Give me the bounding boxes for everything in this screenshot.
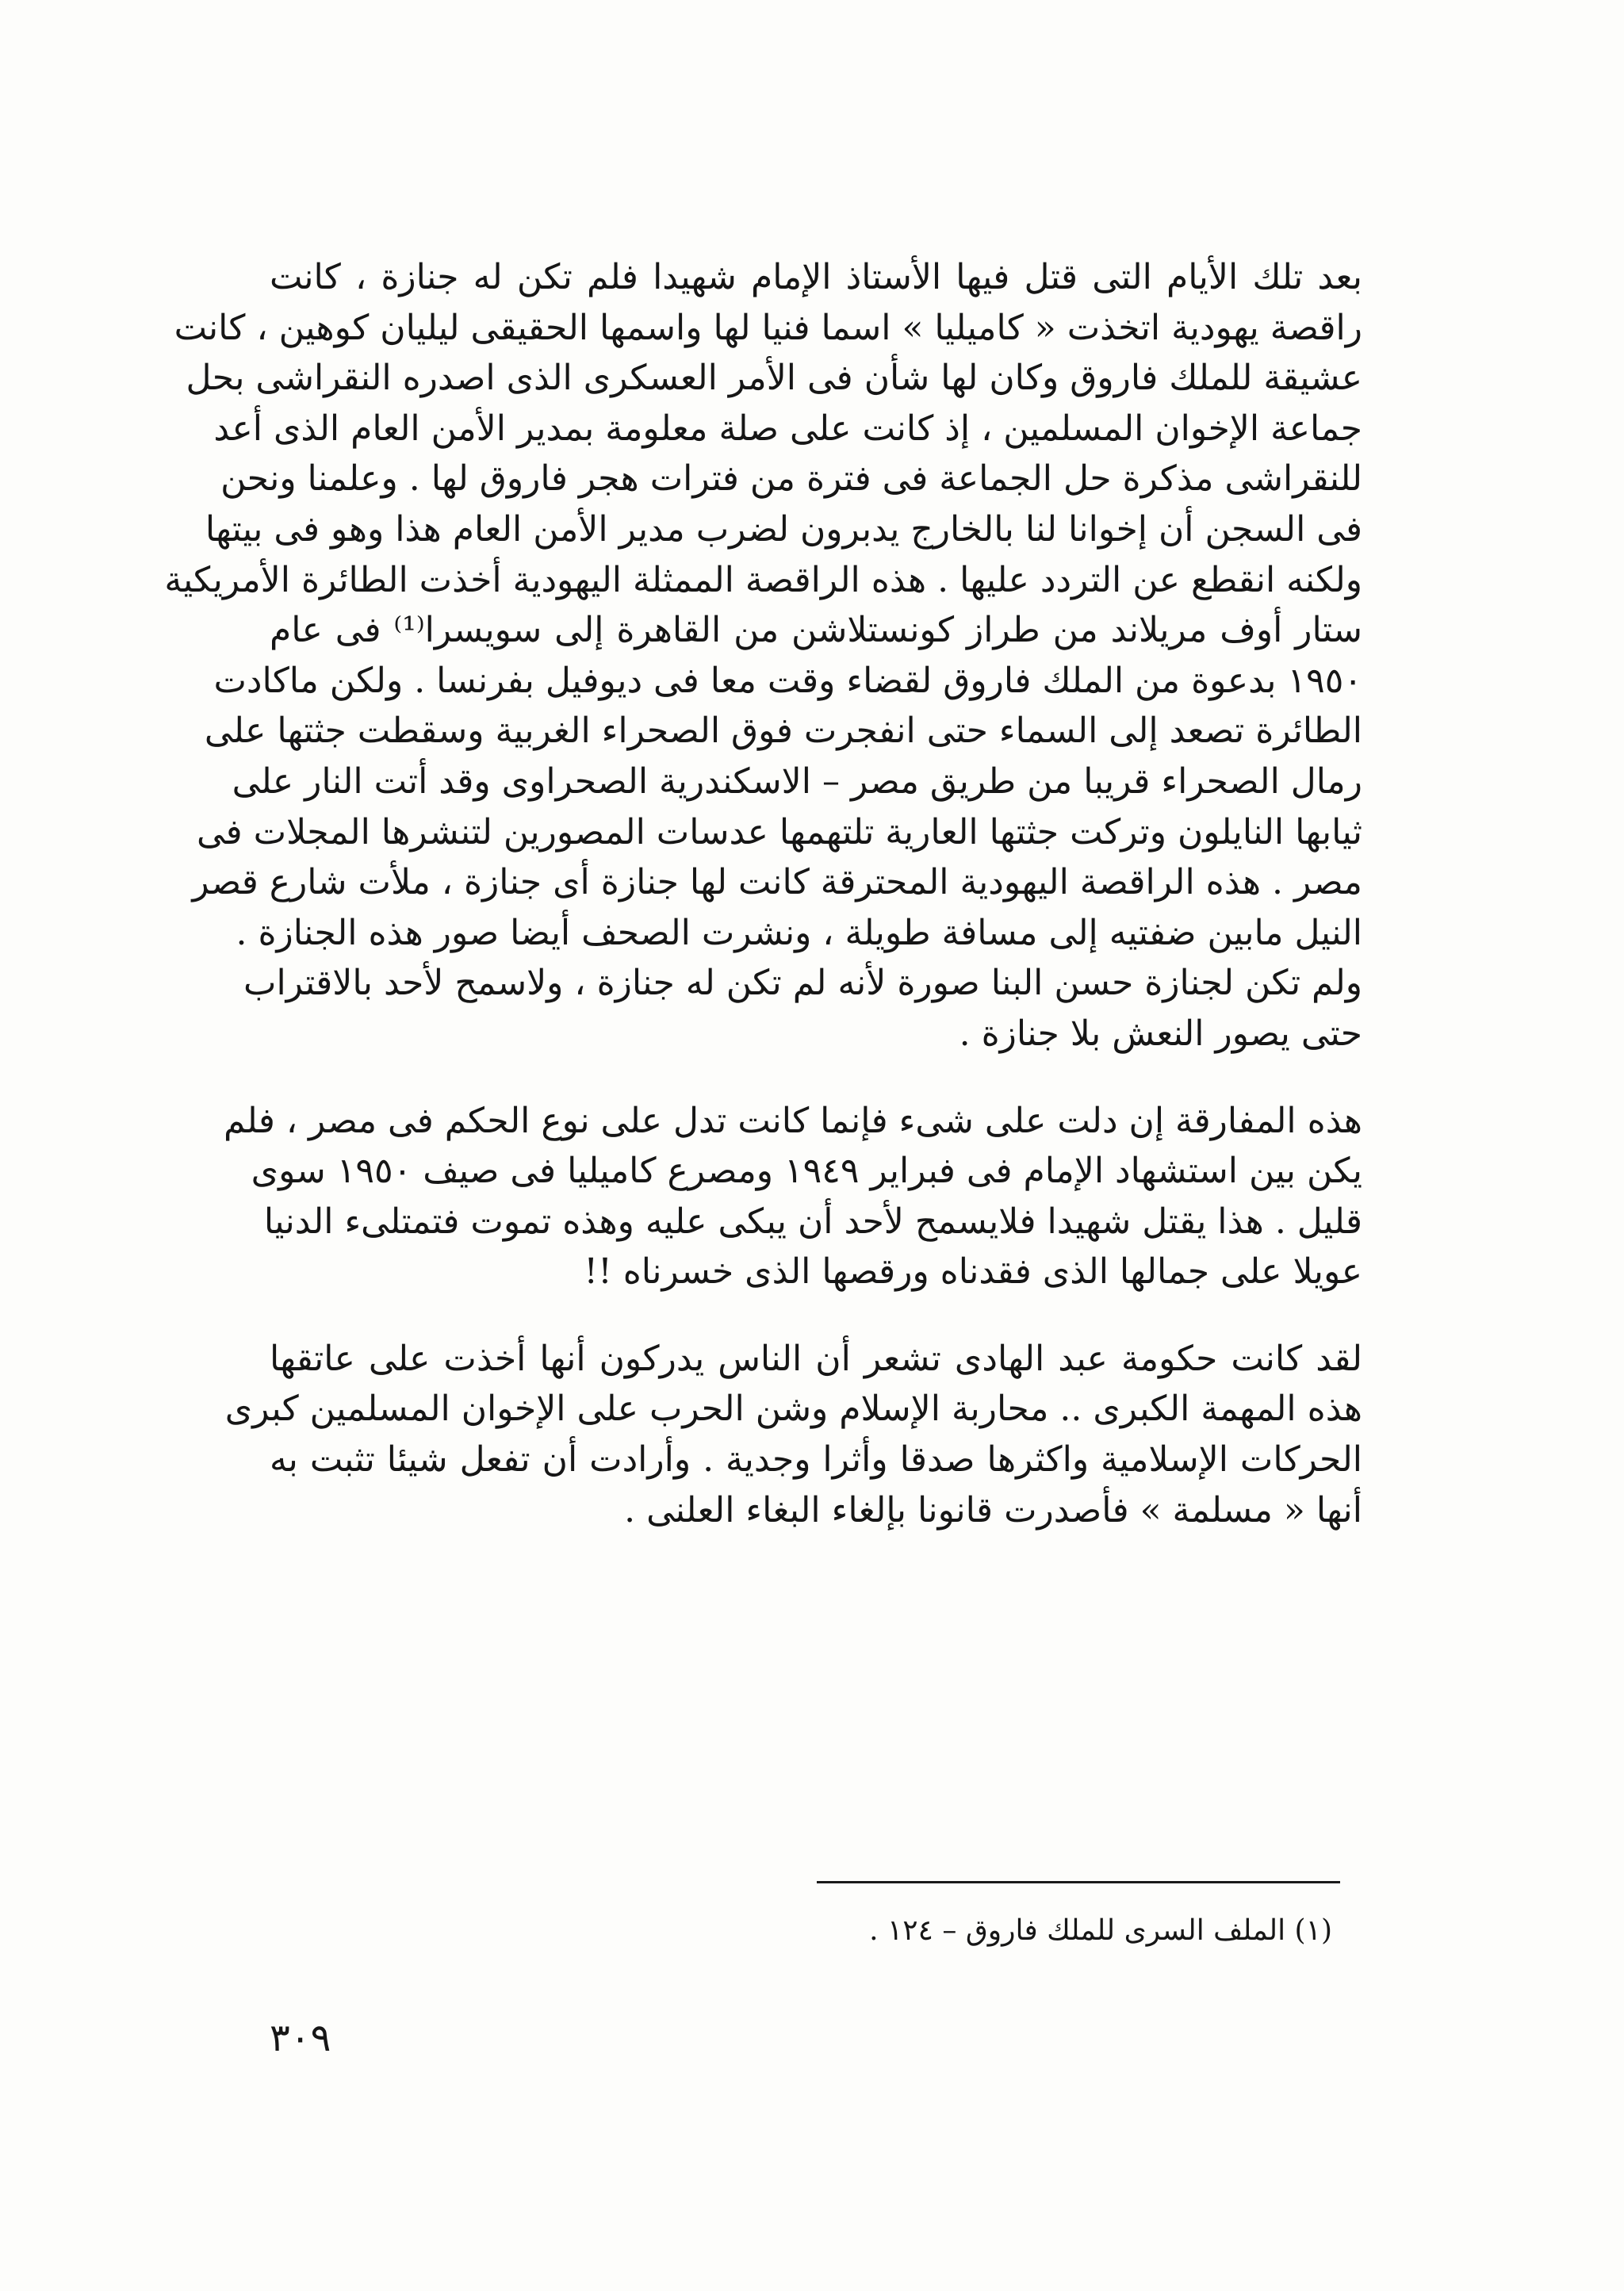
text-line: بعد تلك الأيام التى قتل فيها الأستاذ الإمام شهيدا فلم تكن له جنازة ، كانت — [270, 257, 1362, 297]
text-line: للنقراشى مذكرة حل الجماعة فى فترة من فترات هجر فاروق لها . وعلمنا ونحن — [220, 458, 1362, 500]
text-line: الطائرة تصعد إلى السماء حتى انفجرت فوق الصحراء الغربية وسقطت جثتها على — [204, 711, 1362, 752]
text-line: عشيقة للملك فاروق وكان لها شأن فى الأمر العسكرى الذى اصدره النقراشى بحل — [186, 358, 1362, 399]
text-line: هذه المفارقة إن دلت على شىء فإنما كانت تدل على نوع الحكم فى مصر ، فلم — [224, 1100, 1362, 1141]
body-text — [164, 252, 1363, 1535]
text-line: يكن بين استشهاد الإمام فى فبراير ١٩٤٩ ومصرع كاميليا فى صيف ١٩٥٠ سوى — [251, 1151, 1362, 1192]
text-line: ولم تكن لجنازة حسن البنا صورة لأنه لم تكن له جنازة ، ولاسمح لأحد بالاقتراب — [243, 963, 1362, 1004]
footnote-divider — [817, 1881, 1340, 1883]
text-line: أنها « مسلمة » فأصدرت قانونا بإلغاء البغاء العلنى . — [624, 1489, 1362, 1531]
text-line: ستار أوف مريلاند من طراز كونستلاشن من القاهرة إلى سويسرا⁽¹⁾ فى عام — [270, 610, 1363, 651]
text-line: عويلا على جمالها الذى فقدناه ورقصها الذى خسرناه !! — [584, 1251, 1362, 1293]
text-line: ثيابها النايلون وتركت جثتها العارية تلتهمها عدسات المصورين لتنشرها المجلات فى — [196, 811, 1362, 852]
text-line: لقد كانت حكومة عبد الهادى تشعر أن الناس يدركون أنها أخذت على عاتقها — [270, 1338, 1362, 1379]
text-line: حتى يصور النعش بلا جنازة . — [959, 1013, 1362, 1054]
text-line: النيل مابين ضفتيه إلى مسافة طويلة ، ونشرت الصحف أيضا صور هذه الجنازة . — [236, 912, 1362, 953]
footnote: (١) الملف السرى للملك فاروق – ١٢٤ . — [869, 1914, 1332, 1947]
text-line: رمال الصحراء قريبا من طريق مصر – الاسكندرية الصحراوى وقد أتت النار على — [232, 760, 1362, 802]
text-line: هذه المهمة الكبرى .. محاربة الإسلام وشن الحرب على الإخوان المسلمين كبرى — [224, 1389, 1362, 1430]
text-line: قليل . هذا يقتل شهيدا فلايسمح لأحد أن يبكى عليه وهذه تموت فتمتلىء الدنيا — [263, 1201, 1362, 1242]
page-number: ٣٠٩ — [270, 2016, 331, 2060]
paragraph-3 — [224, 1334, 1362, 1535]
text-line: راقصة يهودية اتخذت « كاميليا » اسما فنيا لها واسمها الحقيقى ليليان كوهين ، كانت — [174, 307, 1362, 348]
paragraph-1 — [164, 252, 1363, 1059]
text-line: ١٩٥٠ بدعوة من الملك فاروق لقضاء وقت معا فى ديوفيل بفرنسا . ولكن ماكادت — [213, 660, 1362, 701]
text-line: فى السجن أن إخوانا لنا بالخارج يدبرون لضرب مدير الأمن العام هذا وهو فى بيتها — [205, 508, 1362, 550]
text-line: الحركات الإسلامية واكثرها صدقا وأثرا وجدية . وأرادت أن تفعل شيئا تثبت به — [270, 1439, 1362, 1481]
text-line: ولكنه انقطع عن التردد عليها . هذه الراقصة الممثلة اليهودية أخذت الطائرة الأمريكية — [164, 559, 1362, 600]
text-line: جماعة الإخوان المسلمين ، إذ كانت على صلة معلومة بمدير الأمن العام الذى أعد — [213, 408, 1362, 449]
paragraph-2 — [224, 1096, 1362, 1297]
text-line: مصر . هذه الراقصة اليهودية المحترقة كانت لها جنازة أى جنازة ، ملأت شارع قصر — [192, 862, 1362, 903]
